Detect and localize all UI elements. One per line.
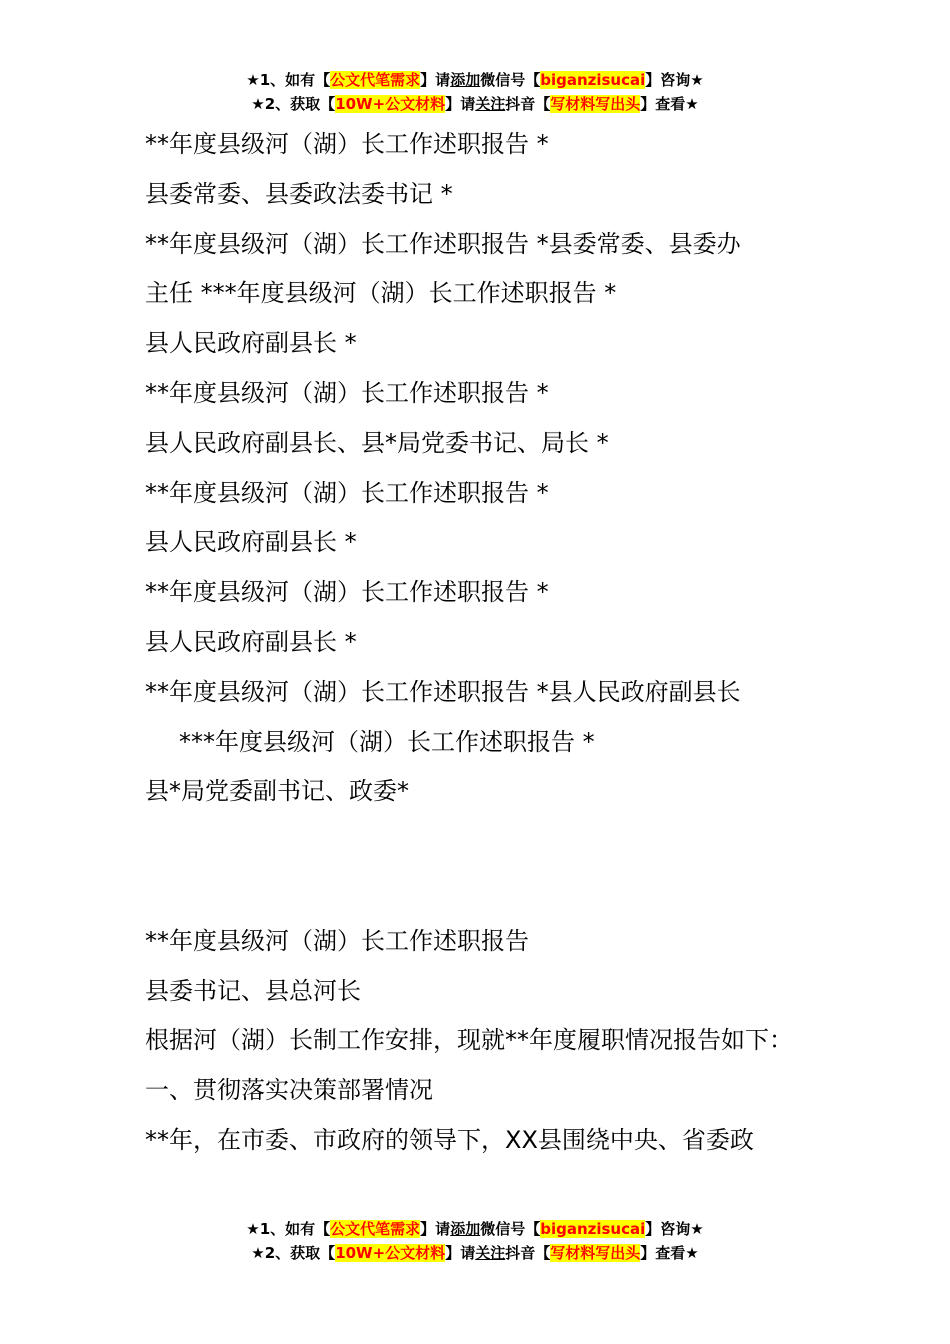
section-paragraph: **年，在市委、市政府的领导下，XX县围绕中央、省委政 (145, 1125, 754, 1154)
douyin-account: 写材料写出头 (550, 1244, 641, 1262)
report-title: **年度县级河（湖）长工作述职报告 (145, 926, 529, 955)
banner-line-1: ★1、如有【公文代笔需求】请添加微信号【biganzisucai】咨询★ (246, 1220, 704, 1238)
header-ad-banner (0, 68, 950, 116)
banner-line-2: ★2、获取【10W+公文材料】请关注抖音【写材料写出头】查看★ (251, 1244, 699, 1262)
wechat-id: biganzisucai (540, 71, 646, 89)
toc-line: **年度县级河（湖）长工作述职报告 * (145, 378, 549, 407)
report-intro: 根据河（湖）长制工作安排，现就**年度履职情况报告如下： (145, 1026, 793, 1055)
banner-line-2: ★2、获取【10W+公文材料】请关注抖音【写材料写出头】查看★ (251, 95, 699, 113)
toc-line: **年度县级河（湖）长工作述职报告 * (145, 578, 549, 607)
highlight-service: 公文代笔需求 (330, 71, 421, 89)
toc-line: 县人民政府副县长、县*局党委书记、局长 * (145, 428, 609, 457)
toc-line: 县人民政府副县长 * (145, 329, 357, 358)
toc-line: **年度县级河（湖）长工作述职报告 * (145, 130, 549, 158)
toc-line: 县人民政府副县长 * (145, 528, 357, 557)
highlight-materials: 10W+公文材料 (335, 95, 446, 113)
highlight-materials: 10W+公文材料 (335, 1244, 446, 1262)
wechat-id: biganzisucai (540, 1220, 646, 1238)
document-body (145, 120, 815, 1166)
banner-line-1: ★1、如有【公文代笔需求】请添加微信号【biganzisucai】咨询★ (246, 71, 704, 89)
toc-line: **年度县级河（湖）长工作述职报告 *县委常委、县委办 (145, 229, 741, 258)
douyin-account: 写材料写出头 (550, 95, 641, 113)
toc-line: 县委常委、县委政法委书记 * (145, 179, 453, 208)
section-gap (145, 817, 815, 917)
toc-line: **年度县级河（湖）长工作述职报告 * (145, 478, 549, 507)
toc-line: 县人民政府副县长 * (145, 627, 357, 656)
report-author: 县委书记、县总河长 (145, 976, 361, 1005)
section-heading: 一、贯彻落实决策部署情况 (145, 1076, 433, 1105)
footer-ad-banner (0, 1217, 950, 1265)
toc-line: 主任 ***年度县级河（湖）长工作述职报告 * (145, 279, 617, 308)
highlight-service: 公文代笔需求 (330, 1220, 421, 1238)
toc-line: 县*局党委副书记、政委* (145, 777, 409, 806)
toc-line: ***年度县级河（湖）长工作述职报告 * (179, 727, 595, 756)
toc-line: **年度县级河（湖）长工作述职报告 *县人民政府副县长 (145, 677, 741, 706)
